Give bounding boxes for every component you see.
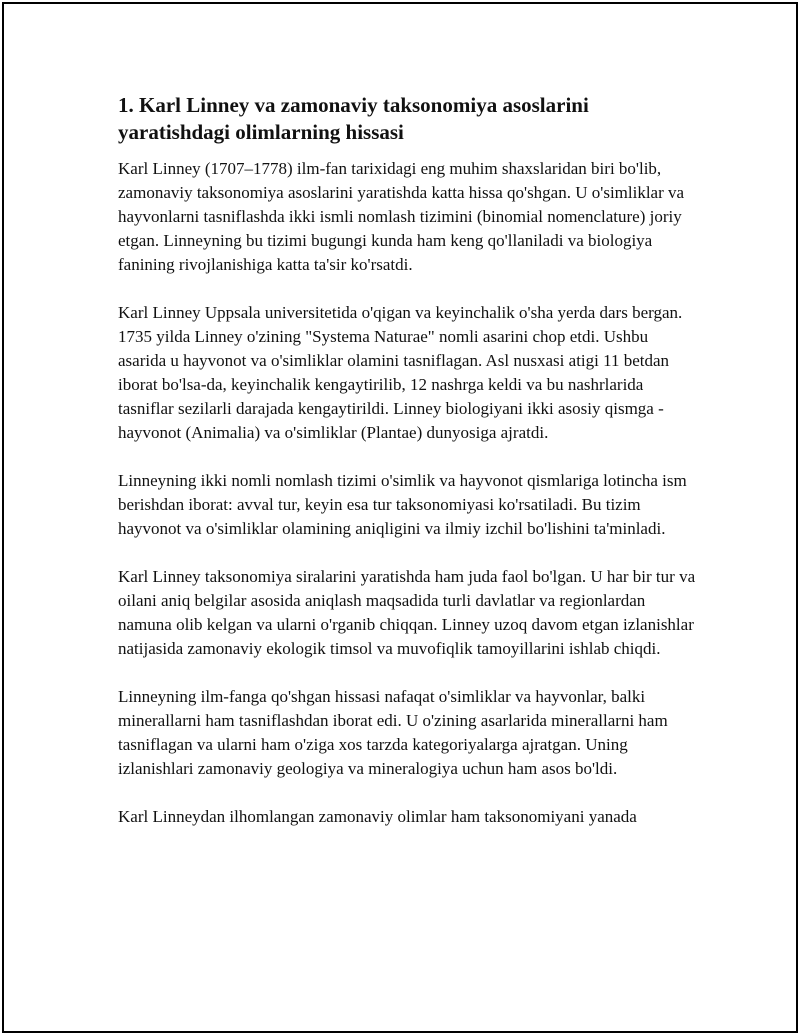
document-body: [118, 92, 698, 853]
paragraph-modern-scientists: Karl Linneydan ilhomlangan zamonaviy olimlar ham taksonomiyani yanada: [118, 807, 637, 826]
paragraph-systema-naturae: Karl Linney Uppsala universitetida o'qigan va keyinchalik o'sha yerda dars bergan. 1735 yilda Linney o'zining "Systema Naturae" nomli asarini chop etdi. Ushbu asarida u hayvonot va o'simliklar olamini tasniflagan. Asl nusxasi atigi 11 betdan iborat bo'lsa-da, keyinchalik kengaytirilib, 12 nashrga keldi va bu nashrlarida tasniflar sezilarli darajada kengaytirildi. Linney biologiyani ikki asosiy qismga - hayvonot (Animalia) va o'simliklar (Plantae) dunyosiga ajratdi.: [118, 303, 683, 442]
paragraph-binomial-system: Linneyning ikki nomli nomlash tizimi o'simlik va hayvonot qismlariga lotincha ism berishdan iborat: avval tur, keyin esa tur taksonomiyasi ko'rsatiladi. Bu tizim hayvonot va o'simliklar olamining aniqligini va ilmiy izchil bo'lishini ta'minladi.: [118, 471, 687, 538]
paragraph-taxonomy-ranks: Karl Linney taksonomiya siralarini yaratishda ham juda faol bo'lgan. U har bir tur va oilani aniq belgilar asosida aniqlash maqsadida turli davlatlar va regionlardan namuna olib kelgan va ularni o'rganib chiqqan. Linney uzoq davom etgan izlanishlar natijasida zamonaviy ekologik timsol va muvofiqlik tamoyillarini ishlab chiqdi.: [118, 567, 696, 658]
paragraph-linney-intro: Karl Linney (1707–1778) ilm-fan tarixidagi eng muhim shaxslaridan biri bo'lib, zamonaviy taksonomiya asoslarini yaratishda katta hissa qo'shgan. U o'simliklar va hayvonlarni tasniflashda ikki ismli nomlash tizimini (binomial nomenclature) joriy etgan. Linneyning bu tizimi bugungi kunda ham keng qo'llaniladi va biologiya fanining rivojlanishiga katta ta'sir ko'rsatdi.: [118, 159, 685, 274]
paragraph-minerals: Linneyning ilm-fanga qo'shgan hissasi nafaqat o'simliklar va hayvonlar, balki minerallarni ham tasniflashdan iborat edi. U o'zining asarlarida minerallarni ham tasniflagan va ularni ham o'ziga xos tarzda kategoriyalarga ajratgan. Uning izlanishlari zamonaviy geologiya va mineralogiya uchun ham asos bo'ldi.: [118, 687, 668, 778]
section-heading: 1. Karl Linney va zamonaviy taksonomiya asoslarini yaratishdagi olimlarning hissasi: [118, 93, 589, 144]
